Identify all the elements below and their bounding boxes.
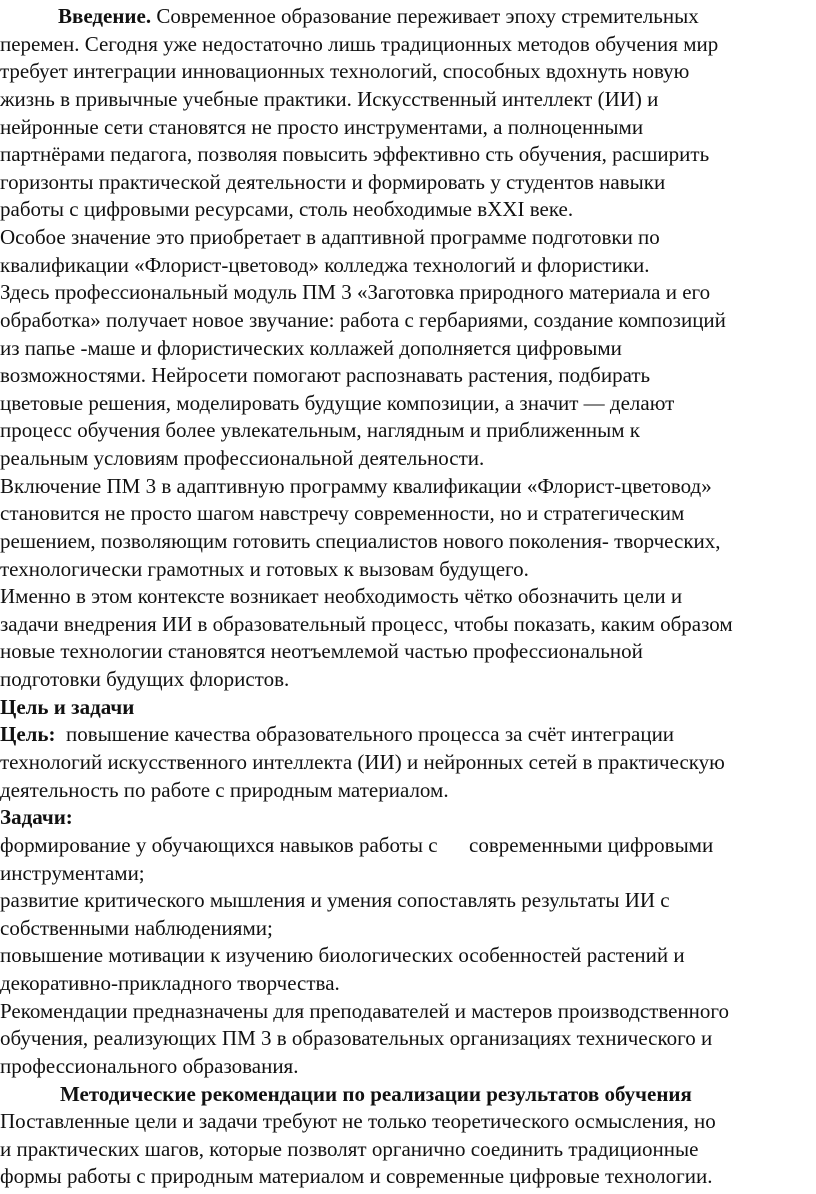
intro-line: Здесь профессиональный модуль ПМ 3 «Заготовка природного материала и его [0,280,711,305]
intro-line: цветовые решения, моделировать будущие композиции, а значит — делают [0,390,675,415]
intro-line: обработка» получает новое звучание: работа с гербариями, создание композиций [0,307,726,332]
intro-line: процесс обучения более увлекательным, наглядным и приближенным к [0,418,640,443]
task-line: профессионального образования. [0,1053,299,1078]
intro-line: технологически грамотных и готовых к вызовам будущего. [0,556,529,581]
intro-line: жизнь в привычные учебные практики. Искусственный интеллект (ИИ) и [0,86,659,111]
intro-line: нейронные сети становятся не просто инструментами, а полноценными [0,114,644,139]
intro-line: квалификации «Флорист-цветовод» колледжа технологий и флористики. [0,252,650,277]
task-line: декоративно-прикладного творчества. [0,971,340,995]
task-line: собственными наблюдениями; [0,915,273,940]
task-line: обучения, реализующих ПМ 3 в образовательных организациях технического и [0,1026,713,1051]
intro-line: подготовки будущих флористов. [0,667,290,692]
methods-line: и практических шагов, которые позволят органично соединить традиционные [0,1136,699,1161]
intro-line: горизонты практической деятельности и формировать у студентов навыки [0,169,666,194]
intro-line: реальным условиям профессиональной деятельности. [0,446,485,470]
intro-line: работы с цифровыми ресурсами, столь необходимые вXXI веке. [0,197,574,222]
intro-line: Именно в этом контексте возникает необходимость чётко обозначить цели и [0,584,683,609]
intro-line: партнёрами педагога, позволяя повысить эффективно сть обучения, расширить [0,142,710,167]
intro-line: Включение ПМ 3 в адаптивную программу квалификации «Флорист-цветовод» [0,473,712,498]
tasks-label: Задачи: [0,805,73,830]
goal-line-1: Цель: повышение качества образовательного процесса за счёт интеграции [0,722,675,747]
goal-label: Цель: [0,722,56,747]
methods-line: формы работы с природным материалом и современные цифровые технологии. [0,1164,713,1189]
intro-line: новые технологии становятся неотъемлемой частью профессиональной [0,639,643,664]
task-line: инструментами; [0,860,145,885]
intro-line: возможностями. Нейросети помогают распознавать растения, подбирать [0,363,651,388]
intro-line: из папье -маше и флористических коллажей дополняется цифровыми [0,335,622,360]
methods-heading: Методические рекомендации по реализации результатов обучения [60,1081,692,1106]
intro-line-1: Введение. Современное образование переживает эпоху стремительных [58,4,699,28]
intro-line: задачи внедрения ИИ в образовательный процесс, чтобы показать, каким образом [0,611,733,636]
task-line: развитие критического мышления и умения сопоставлять результаты ИИ с [0,888,670,913]
task-line: формирование у обучающихся навыков работы с современными цифровыми [0,832,714,857]
goal-line: технологий искусственного интеллекта (ИИ) и нейронных сетей в практическую [0,750,725,774]
intro-line: перемен. Сегодня уже недостаточно лишь традиционных методов обучения мир [0,31,719,56]
intro-line: Особое значение это приобретает в адаптивной программе подготовки по [0,225,660,249]
intro-line: требует интеграции инновационных технологий, способных вдохнуть новую [0,59,690,84]
intro-line: становится не просто шагом навстречу современности, но и стратегическим [0,501,685,526]
methods-line: Поставленные цели и задачи требуют не только теоретического осмысления, но [0,1109,716,1134]
task-line: Рекомендации предназначены для преподавателей и мастеров производственного [0,998,730,1023]
intro-line: решением, позволяющим готовить специалистов нового поколения- творческих, [0,528,721,553]
task-line: повышение мотивации к изучению биологических особенностей растений и [0,943,685,968]
intro-heading: Введение. [58,4,152,28]
goals-heading: Цель и задачи [0,694,135,719]
goal-line: деятельность по работе с природным материалом. [0,777,449,802]
